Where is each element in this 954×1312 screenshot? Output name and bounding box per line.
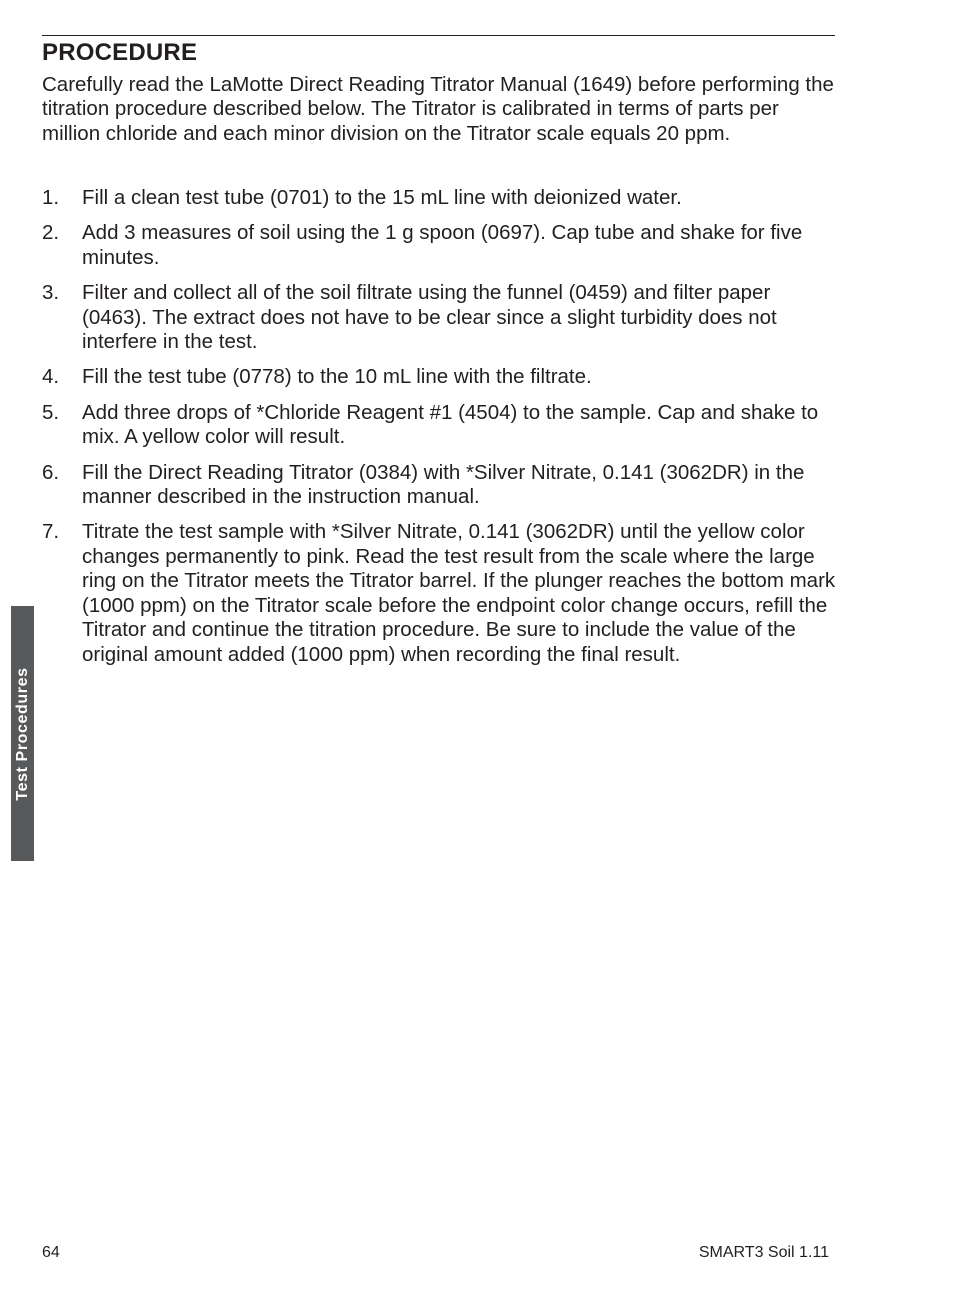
section-side-tab bbox=[11, 606, 34, 861]
procedure-step-1 bbox=[42, 186, 837, 210]
step-number: 3. bbox=[42, 281, 60, 305]
step-number: 2. bbox=[42, 221, 60, 245]
procedure-step-2 bbox=[42, 221, 837, 270]
step-text: Add three drops of *Chloride Reagent #1 (4504) to the sample. Cap and shake to mix. A yellow color will result. bbox=[82, 400, 819, 449]
step-number: 6. bbox=[42, 460, 60, 484]
step-text: Titrate the test sample with *Silver Nitrate, 0.141 (3062DR) until the yellow color changes permanently to pink. Read the test result from the scale where the large ring on the Titrator meets the Titrator barrel. If the plunger reaches the bottom mark (1000 ppm) on the Titrator scale before the endpoint color change occurs, refill the Titrator and continue the titration procedure. Be sure to include the value of the original amount added (1000 ppm) when recording the final result. bbox=[82, 520, 836, 666]
procedure-step-7 bbox=[42, 520, 837, 666]
side-tab-label: Test Procedures bbox=[13, 666, 31, 801]
page-number: 64 bbox=[42, 1244, 60, 1261]
step-text: Fill the test tube (0778) to the 10 mL line with the filtrate. bbox=[82, 365, 592, 389]
section-heading: PROCEDURE bbox=[42, 39, 198, 66]
step-text: Fill the Direct Reading Titrator (0384) with *Silver Nitrate, 0.141 (3062DR) in the manner described in the instruction manual. bbox=[82, 460, 805, 509]
step-number: 1. bbox=[42, 186, 60, 209]
intro-paragraph: Carefully read the LaMotte Direct Reading Titrator Manual (1649) before performing the titration procedure described below. The Titrator is calibrated in terms of parts per million chloride and each minor division on the Titrator scale equals 20 ppm. bbox=[42, 73, 834, 145]
procedure-step-3 bbox=[42, 281, 837, 354]
step-number: 4. bbox=[42, 365, 60, 389]
step-text: Add 3 measures of soil using the 1 g spoon (0697). Cap tube and shake for five minutes. bbox=[82, 221, 803, 269]
procedure-steps bbox=[42, 186, 837, 678]
document-id: SMART3 Soil 1.11 bbox=[698, 1244, 829, 1261]
procedure-step-6 bbox=[42, 461, 837, 510]
step-number: 5. bbox=[42, 400, 60, 424]
procedure-step-5 bbox=[42, 401, 837, 450]
step-number: 7. bbox=[42, 520, 60, 544]
step-text: Fill a clean test tube (0701) to the 15 mL line with deionized water. bbox=[82, 186, 682, 209]
procedure-step-4 bbox=[42, 365, 837, 389]
header-rule bbox=[42, 35, 835, 36]
step-text: Filter and collect all of the soil filtrate using the funnel (0459) and filter paper (0463). The extract does not have to be clear since a slight turbidity does not interfere in the test. bbox=[82, 281, 777, 354]
